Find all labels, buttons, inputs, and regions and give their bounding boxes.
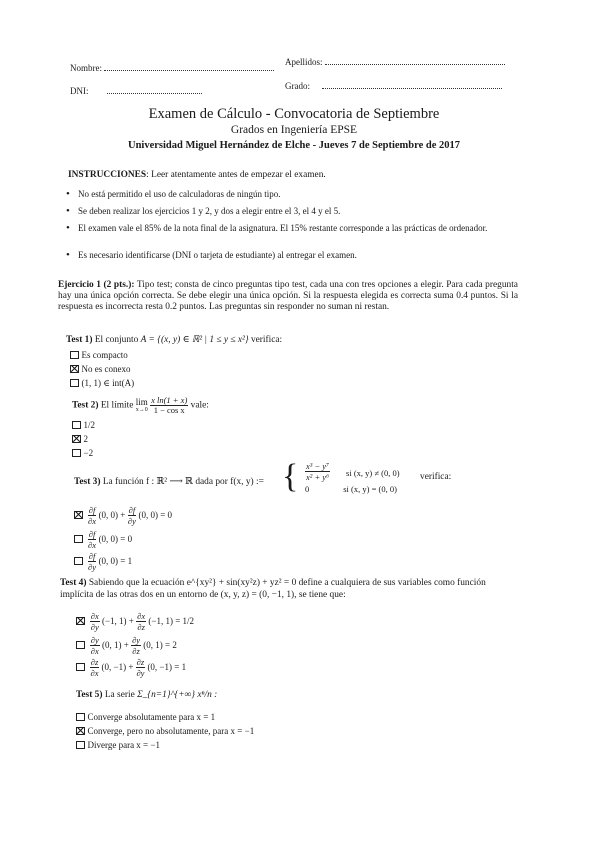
test3-question: Test 3) La función f : ℝ² ⟶ ℝ dada por f(x, y) := [74,477,264,487]
exam-degree: Grados en Ingeniería EPSE [230,124,358,136]
test3-case2: 0 si (x, y) = (0, 0) [305,484,397,494]
test3-option[interactable]: $\frac{\partial f}{\partial y} (0$, 0) = 1 [74,552,132,572]
checkbox-marked[interactable] [76,727,85,736]
test4-option[interactable]: $\frac{\partial y}{\partial x} (0$, 1) + $\frac{\partial y}{\partial z} (0$, 1) = 2 [76,636,177,656]
apellidos-label: Apellidos: [285,56,505,67]
grado-label: Grado: [285,80,502,91]
checkbox[interactable] [76,641,85,650]
test3-option[interactable]: $\frac{\partial f}{\partial x} (0$, 0) + $\frac{\partial f}{\partial y} (0$, 0) = 0 [74,506,172,526]
test2-option[interactable]: −2 [72,448,93,458]
checkbox[interactable] [74,535,83,544]
test3-tail: verifica: [420,472,452,482]
instruction-item: • No está permitido el uso de calculadoras de ningún tipo. [78,189,518,200]
grado-field[interactable] [322,80,502,89]
exam-title: Examen de Cálculo - Convocatoria de Septiembre [148,106,440,122]
exercise1-statement: Ejercicio 1 (2 pts.): Tipo test; consta de cinco preguntas tipo test, cada una con tres opciones a elegir. Para cada pregunta hay una única opción correcta. Se debe elegir una única opción. Si la respuesta elegida es correcta suma 0.4 puntos. Si la respuesta es incorrecta resta 0.2 puntos. Las preguntas sin responder no suman ni restan. [58,280,518,313]
checkbox[interactable] [76,663,85,672]
checkbox[interactable] [70,379,79,388]
checkbox[interactable] [70,351,79,360]
nombre-label: Nombre: [70,62,274,73]
test5-question: Test 5) La serie Σ_{n=1}^{+∞} xⁿ/n : [76,690,218,700]
test3-option[interactable]: $\frac{\partial f}{\partial x} (0$, 0) = 0 [74,530,132,550]
test1-option[interactable]: No es conexo [70,364,131,374]
test5-option[interactable]: Diverge para x = −1 [76,740,160,750]
dni-field[interactable] [107,85,202,94]
checkbox-marked[interactable] [72,435,81,444]
instruction-item: • Es necesario identificarse (DNI o tarjeta de estudiante) al entregar el examen. [78,250,518,261]
checkbox[interactable] [76,713,85,722]
checkbox-marked[interactable] [70,365,79,374]
brace: { [282,458,299,495]
checkbox[interactable] [72,449,81,458]
apellidos-field[interactable] [325,56,505,65]
instruction-item: • Se deben realizar los ejercicios 1 y 2, y dos a elegir entre el 3, el 4 y el 5. [78,206,518,217]
test4-question: Test 4) Sabiendo que la ecuación e^{xy²} + sin(xy²z) + yz² = 0 define a cualquiera de sus variables como función implícita de las otras dos en un entorno de (x, y, z) = (0, −1, 1), se tiene que: [60,578,486,600]
checkbox[interactable] [74,557,83,566]
instructions-heading: INSTRUCCIONES: Leer atentamente antes de empezar el examen. [68,170,326,180]
test4-option[interactable]: $\frac{\partial x}{\partial y} (-1$, 1) + $\frac{\partial x}{\partial z} (-1$, 1) = 1/2 [76,612,194,632]
checkbox-marked[interactable] [74,511,83,520]
exam-institution-date: Universidad Miguel Hernández de Elche - Jueves 7 de Septiembre de 2017 [128,140,460,151]
test2-question: Test 2) El límite lim x→0 $\frac{\text{x ln(1 + x)}}{\text{1 − cos x}}$ vale: [72,395,209,415]
test1-question: Test 1) El conjunto A = {(x, y) ∈ ℝ² | 1 ≤ y ≤ x²} verifica: [66,335,283,345]
test2-option[interactable]: 2 [72,434,88,444]
test4-option[interactable]: $\frac{\partial z}{\partial x} (0$, −1) + $\frac{\partial z}{\partial y} (0$, −1) = 1 [76,658,186,678]
checkbox[interactable] [76,741,85,750]
test2-option[interactable]: 1/2 [72,420,95,430]
test1-option[interactable]: (1, 1) ∈ int(A) [70,378,134,389]
checkbox-marked[interactable] [76,617,85,626]
dni-label: DNI: [70,85,202,96]
nombre-field[interactable] [104,62,274,71]
instruction-item: • El examen vale el 85% de la nota final de la asignatura. El 15% restante corresponde a las prácticas de ordenador. [78,223,518,234]
checkbox[interactable] [72,421,81,430]
test5-option[interactable]: Converge absolutamente para x = 1 [76,712,215,722]
test5-option[interactable]: Converge, pero no absolutamente, para x = −1 [76,726,254,736]
test3-case1: $\frac{\text{x³ − y⁷}}{\text{x² + y⁶}}$ si (x, y) ≠ (0, 0) [306,461,400,482]
test1-option[interactable]: Es compacto [70,350,128,360]
